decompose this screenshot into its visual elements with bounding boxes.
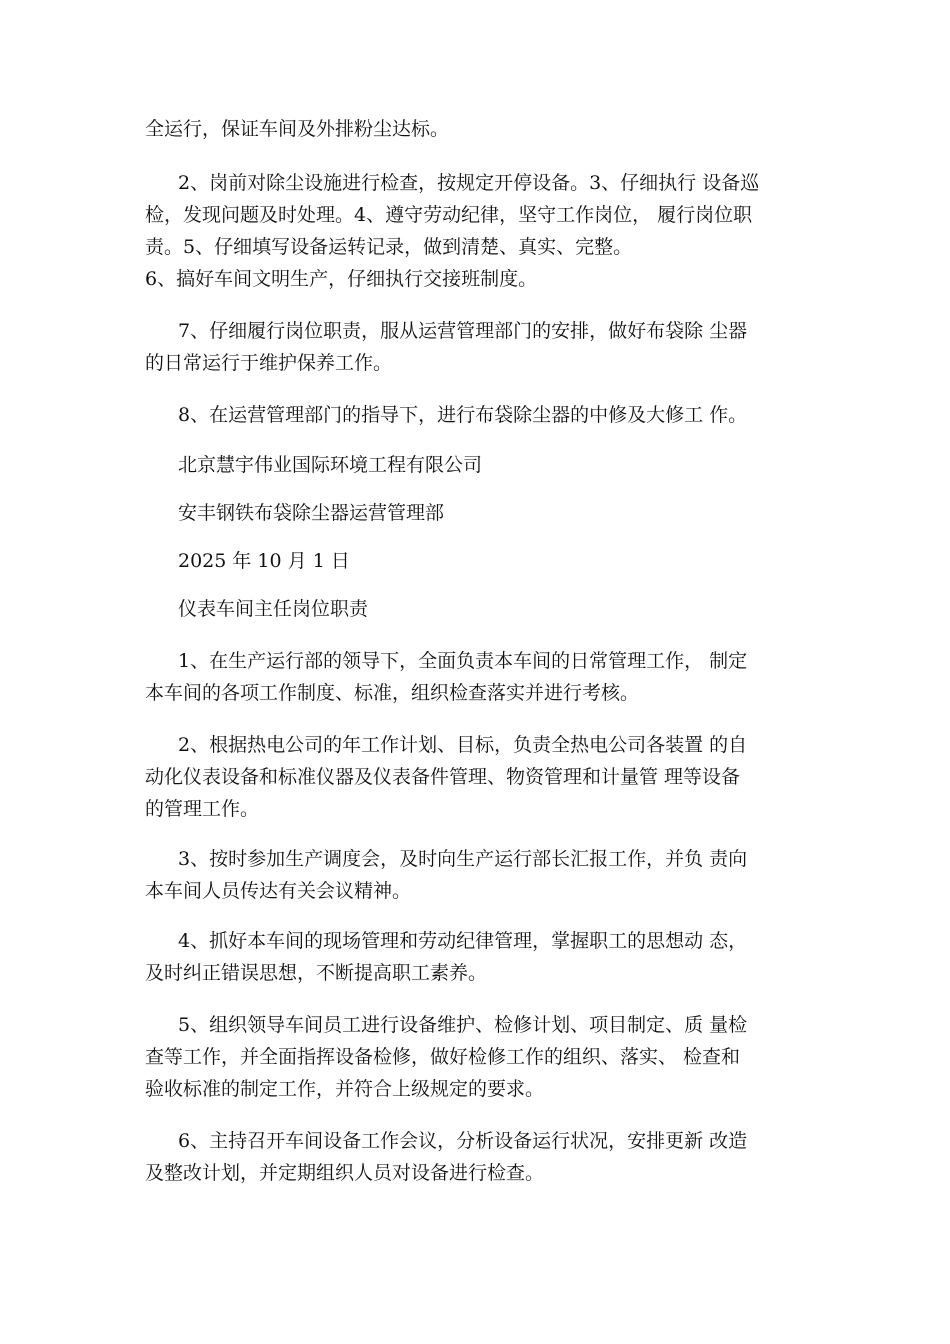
paragraph-line: 本车间人员传达有关会议精神。 [145,880,412,902]
paragraph-line: 及时纠正错误思想，不断提高职工素养。 [145,962,488,984]
paragraph-line: 查等工作，并全面指挥设备检修，做好检修工作的组织、落实、 检查和 [145,1046,741,1068]
paragraph-line: 6、搞好车间文明生产，仔细执行交接班制度。 [145,268,538,290]
section-title: 仪表车间主任岗位职责 [178,598,369,620]
paragraph-line: 7、仔细履行岗位职责，服从运营管理部门的安排，做好布袋除 尘器 [178,320,748,342]
paragraph-line: 全运行，保证车间及外排粉尘达标。 [145,118,450,140]
paragraph-line: 3、按时参加生产调度会，及时向生产运行部长汇报工作，并负 责向 [178,848,748,870]
paragraph-line: 的日常运行于维护保养工作。 [145,352,393,374]
paragraph-line: 2、根据热电公司的年工作计划、目标，负责全热电公司各装置 的自 [178,734,748,756]
paragraph-line: 5、组织领导车间员工进行设备维护、检修计划、项目制定、质 量检 [178,1014,748,1036]
paragraph-line: 检，发现问题及时处理。4、遵守劳动纪律，坚守工作岗位， 履行岗位职 [145,204,753,226]
company-name: 北京慧宇伟业国际环境工程有限公司 [178,454,483,476]
paragraph-line: 责。5、仔细填写设备运转记录，做到清楚、真实、完整。 [145,236,633,258]
paragraph-line: 及整改计划，并定期组织人员对设备进行检查。 [145,1162,545,1184]
paragraph-line: 6、主持召开车间设备工作会议，分析设备运行状况，安排更新 改造 [178,1130,748,1152]
paragraph-line: 本车间的各项工作制度、标准，组织检查落实并进行考核。 [145,682,640,704]
paragraph-line: 2、岗前对除尘设施进行检查，按规定开停设备。3、仔细执行 设备巡 [178,172,760,194]
paragraph-line: 的管理工作。 [145,798,260,820]
document-date: 2025 年 10 月 1 日 [178,550,350,572]
department-name: 安丰钢铁布袋除尘器运营管理部 [178,502,445,524]
paragraph-line: 验收标准的制定工作，并符合上级规定的要求。 [145,1078,545,1100]
paragraph-line: 8、在运营管理部门的指导下，进行布袋除尘器的中修及大修工 作。 [178,404,748,426]
paragraph-line: 1、在生产运行部的领导下，全面负责本车间的日常管理工作， 制定 [178,650,748,672]
paragraph-line: 4、抓好本车间的现场管理和劳动纪律管理，掌握职工的思想动 态， [178,930,748,952]
paragraph-line: 动化仪表设备和标准仪器及仪表备件管理、物资管理和计量管 理等设备 [145,766,741,788]
